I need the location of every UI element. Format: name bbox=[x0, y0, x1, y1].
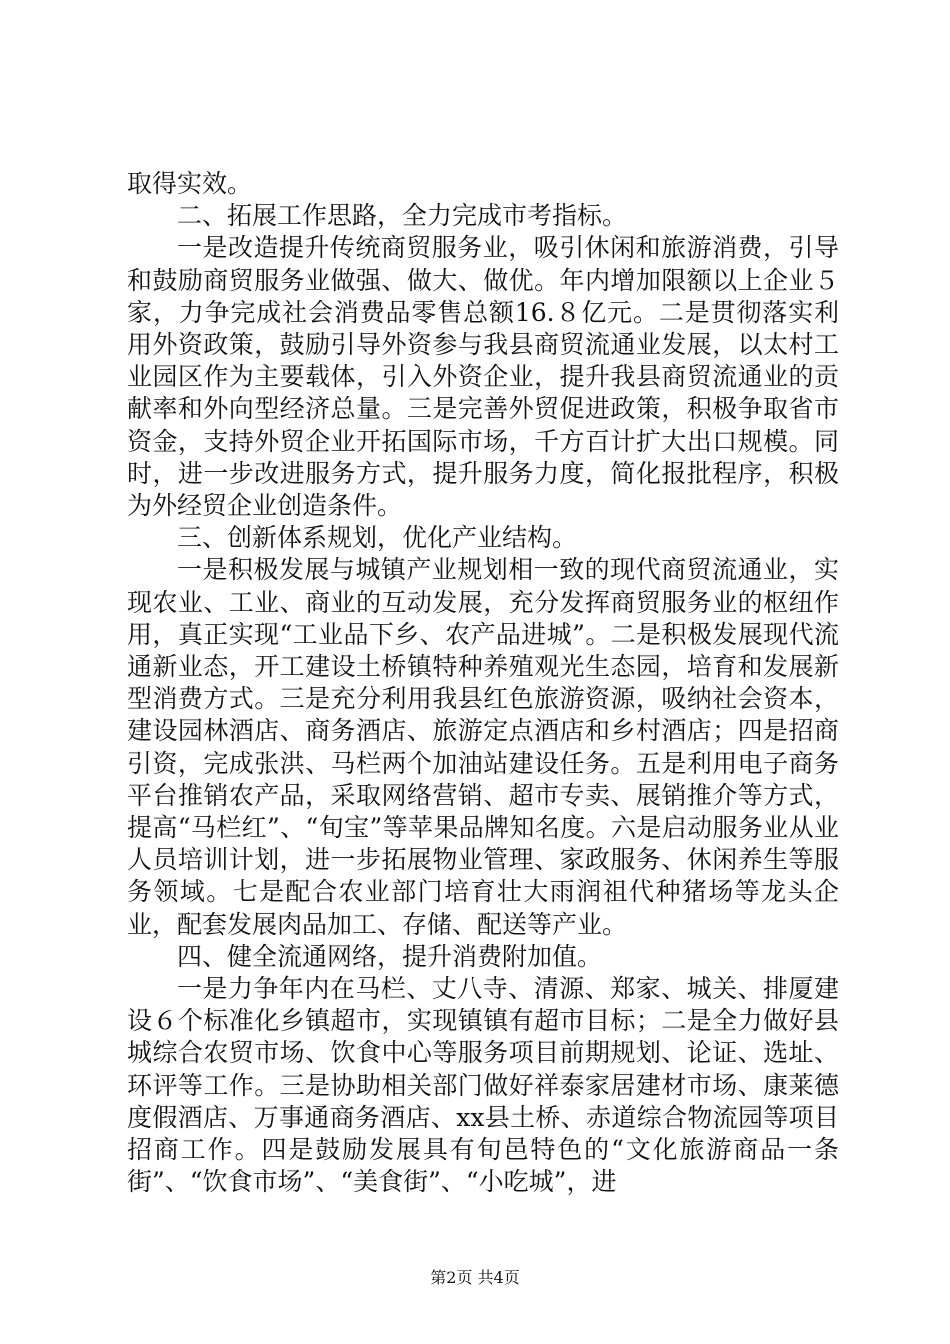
paragraph-1: 取得实效。 bbox=[127, 169, 253, 198]
document-body bbox=[127, 168, 839, 1199]
section-heading-4: 四、健全流通网络，提升消费附加值。 bbox=[177, 941, 603, 971]
paragraph-3: 一是积极发展与城镇产业规划相一致的现代商贸流通业，实现农业、工业、商业的互动发展，充分发挥商贸服务业的枢纽作用，真正实现“工业品下乡、农产品进城”。二是积极发展现代流通新业态，开工建设土桥镇特种养殖观光生态园，培育和发展新型消费方式。三是充分利用我县红色旅游资源，吸纳社会资本，建设园林酒店、商务酒店、旅游定点酒店和乡村酒店；四是招商引资，完成张洪、马栏两个加油站建设任务。五是利用电子商务平台推销农产品，采取网络营销、超市专卖、展销推介等方式，提高“马栏红”、“旬宝”等苹果品牌知名度。六是启动服务业从业人员培训计划，进一步拓展物业管理、家政服务、休闲养生等服务领域。七是配合农业部门培育壮大雨润祖代种猪场等龙头企业，配套发展肉品加工、存储、配送等产业。 bbox=[127, 555, 839, 939]
section-heading-3: 三、创新体系规划，优化产业结构。 bbox=[177, 523, 578, 553]
section-heading-2: 二、拓展工作思路，全力完成市考指标。 bbox=[177, 201, 628, 231]
page-footer: 第2页 共4页 bbox=[430, 1268, 520, 1287]
paragraph-4: 一是力争年内在马栏、丈八寺、清源、郑家、城关、排厦建设６个标准化乡镇超市，实现镇镇有超市目标；二是全力做好县城综合农贸市场、饮食中心等服务项目前期规划、论证、选址、环评等工作。三是协助相关部门做好祥泰家居建材市场、康莱德度假酒店、万事通商务酒店、xx县土桥、赤道综合物流园等项目招商工作。四是鼓励发展具有旬邑特色的“文化旅游商品一条街”、“饮食市场”、“美食街”、“小吃城”，进 bbox=[127, 974, 839, 1197]
paragraph-2: 一是改造提升传统商贸服务业，吸引休闲和旅游消费，引导和鼓励商贸服务业做强、做大、做优。年内增加限额以上企业５家，力争完成社会消费品零售总额16.８亿元。二是贯彻落实利用外资政策，鼓励引导外资参与我县商贸流通业发展，以太村工业园区作为主要载体，引入外资企业，提升我县商贸流通业的贡献率和外向型经济总量。三是完善外贸促进政策，积极争取省市资金，支持外贸企业开拓国际市场，千方百计扩大出口规模。同时，进一步改进服务方式，提升服务力度，简化报批程序，积极为外经贸企业创造条件。 bbox=[127, 233, 839, 521]
